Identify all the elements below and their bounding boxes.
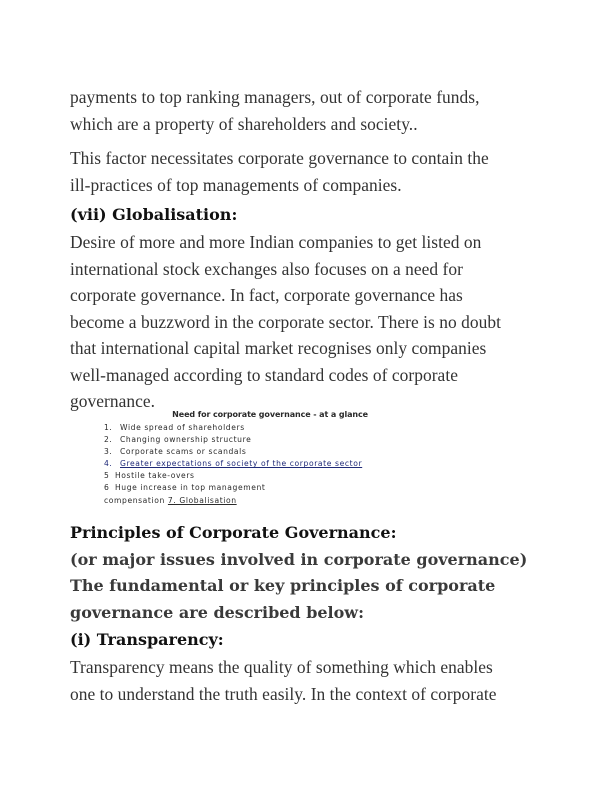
text-line: corporate governance. In fact, corporate governance has — [70, 285, 463, 305]
item-text: Changing ownership structure — [120, 435, 252, 445]
item-text: compensation — [104, 495, 168, 505]
heading-line: (or major issues involved in corporate governance) — [70, 549, 528, 569]
text-line: Transparency means the quality of something which enables — [70, 657, 493, 677]
glance-item — [104, 446, 374, 458]
item-number: 3. — [104, 447, 113, 457]
heading-line: governance are described below: — [70, 602, 364, 622]
item-text: Hostile take-overs — [115, 471, 195, 481]
text-line: that international capital market recognises only companies — [70, 338, 487, 358]
text-line: well-managed according to standard codes of corporate — [70, 364, 458, 385]
glance-item — [104, 434, 374, 446]
heading-transparency: (i) Transparency: — [70, 630, 224, 649]
glance-item — [104, 470, 374, 482]
heading-line: The fundamental or key principles of corporate — [70, 576, 496, 595]
item-text: Wide spread of shareholders — [120, 423, 245, 432]
glance-item-link[interactable] — [104, 458, 374, 470]
text-line: payments to top ranking managers, out of corporate funds, — [70, 87, 480, 107]
paragraph-globalisation — [70, 229, 550, 415]
text-line: one to understand the truth easily. In the context of corporate — [70, 683, 497, 704]
glance-item — [104, 482, 374, 494]
heading-globalisation: (vii) Globalisation: — [70, 205, 238, 224]
heading-principles: Principles of Corporate Governance: — [70, 523, 397, 542]
principles-heading-block — [70, 520, 550, 626]
item-number: 4. — [104, 459, 113, 469]
item-number: 2. — [104, 435, 113, 445]
text-line: Desire of more and more Indian companies to get listed on — [70, 232, 482, 252]
text-line: ill-practices of top managements of companies. — [70, 174, 402, 195]
glance-title: Need for corporate governance - at a glance — [172, 410, 368, 419]
text-line: This factor necessitates corporate governance to contain the — [70, 148, 489, 168]
item-text: Corporate scams or scandals — [120, 447, 247, 457]
text-line: become a buzzword in the corporate sector. There is no doubt — [70, 311, 502, 332]
glance-item — [104, 422, 374, 434]
glance-item — [104, 495, 374, 507]
item-text[interactable]: Greater expectations of society of the corporate sector — [120, 459, 363, 469]
globalisation-link[interactable]: 7. Globalisation — [167, 495, 237, 505]
text-line: international stock exchanges also focuses on a need for — [70, 258, 463, 279]
paragraph-transparency — [70, 654, 550, 707]
text-line: which are a property of shareholders and society.. — [70, 113, 418, 134]
item-number: 1. — [104, 423, 113, 432]
paragraph-necessitates — [70, 145, 550, 198]
paragraph-shareholder-payments — [70, 84, 550, 137]
item-text: Huge increase in top management — [115, 483, 266, 493]
item-number: 6 — [104, 483, 110, 493]
text-line: governance. — [70, 391, 156, 411]
glance-box — [104, 410, 374, 507]
item-number: 5 — [104, 471, 110, 481]
